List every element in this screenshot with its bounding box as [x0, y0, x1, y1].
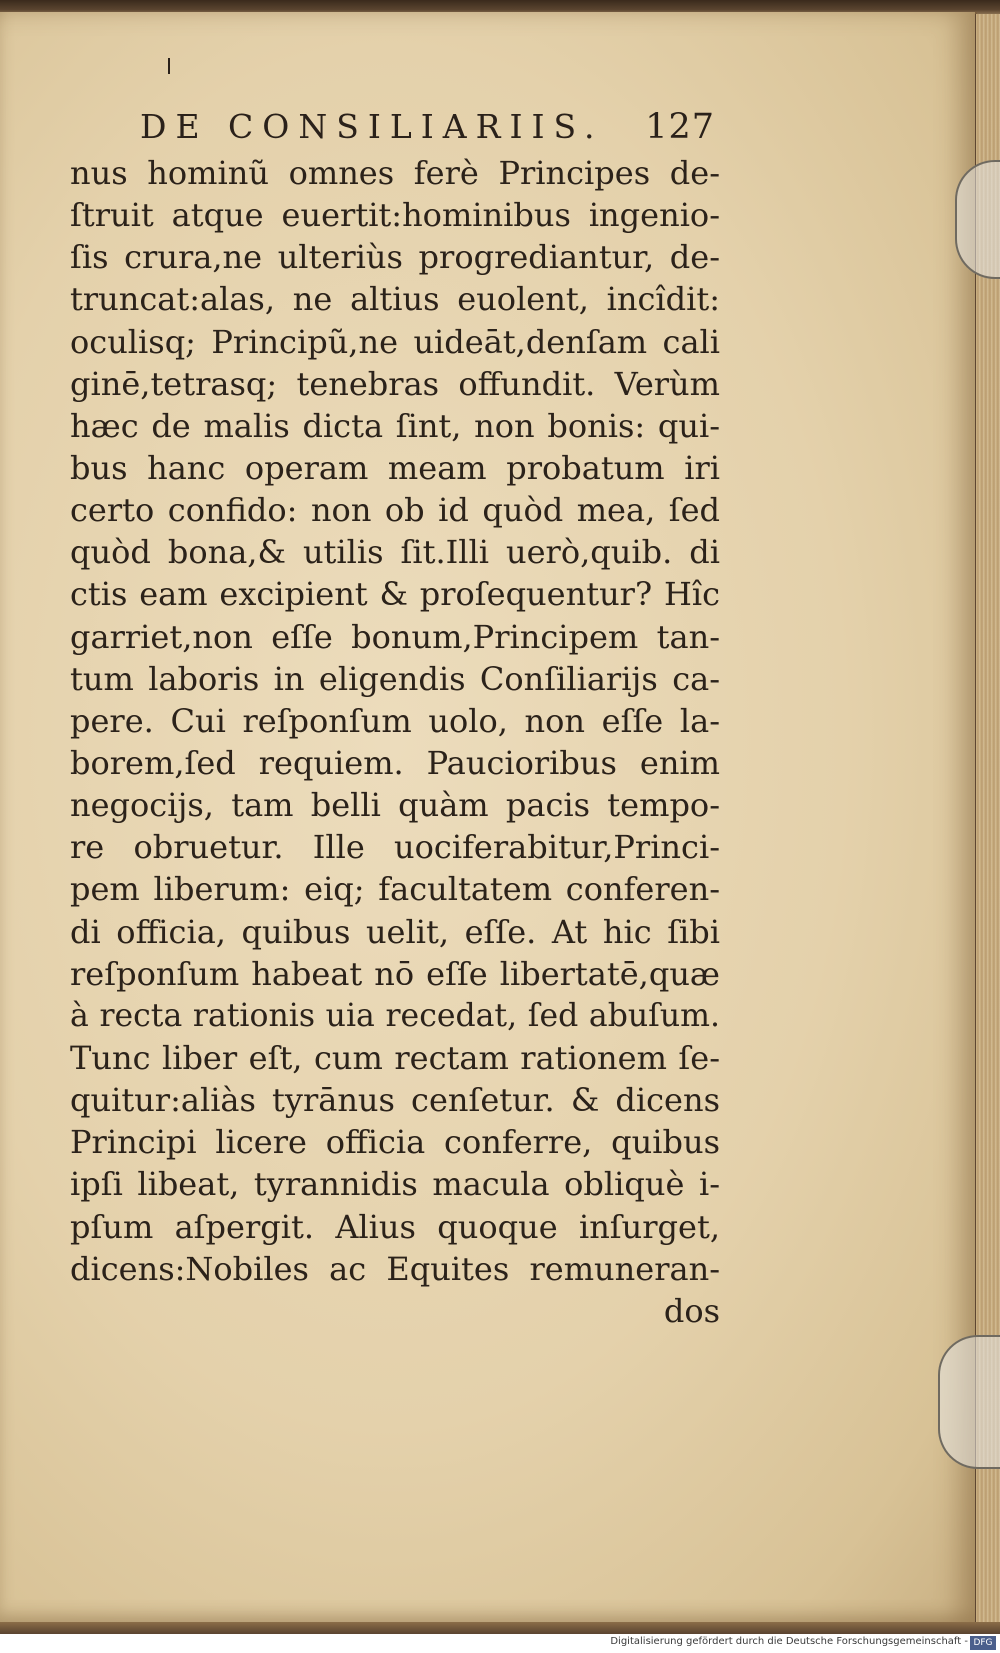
text-line: reſponſum habeat nō eſſe libertatē,quæ [70, 954, 720, 993]
ink-mark [168, 58, 170, 74]
text-line: pem liberum: eiq; facultatem conferen- [70, 870, 720, 909]
text-line: pſum aſpergit. Alius quoque inſurget, [70, 1207, 720, 1246]
text-line: ipſi libeat, tyrannidis macula obliquè i- [70, 1165, 720, 1204]
text-line: di officia, quibus uelit, eſſe. At hic ſibi [70, 912, 720, 951]
text-line: Tunc liber eſt, cum rectam rationem ſe- [70, 1038, 720, 1077]
body-text [70, 152, 720, 1332]
running-head: DE CONSILIARIIS. [140, 107, 604, 146]
text-line: tum laboris in eligendis Conſiliarijs ca- [70, 659, 720, 698]
text-line: borem,ſed requiem. Paucioribus enim [70, 743, 720, 782]
footer-bar [0, 1634, 1000, 1653]
dfg-logo: DFG [970, 1636, 996, 1650]
clasp-bottom [938, 1335, 1000, 1469]
text-line: hæc de malis dicta ſint, non bonis: qui- [70, 406, 720, 445]
digitization-credit: Digitalisierung gefördert durch die Deutsche Forschungsgemeinschaft - [610, 1636, 968, 1647]
text-line: nus hominũ omnes ferè Principes de- [70, 154, 720, 192]
clasp-top [955, 160, 1000, 279]
text-line: Principi licere officia conferre, quibus [70, 1123, 720, 1162]
text-line: certo confido: non ob id quòd mea, ſed [70, 491, 720, 530]
text-line: ginē,tetrasq; tenebras offundit. Verùm [70, 364, 720, 403]
text-line: à recta rationis uia recedat, ſed abuſum. [70, 997, 720, 1034]
text-line: ſtruit atque euertit:hominibus ingenio- [70, 196, 720, 235]
book-bottom-edge [0, 1622, 1000, 1634]
text-line: oculisq; Principũ,ne uideāt,denſam cali [70, 322, 720, 361]
text-line: negocijs, tam belli quàm pacis tempo- [70, 786, 720, 825]
text-line: truncat:alas, ne altius euolent, incîdit: [70, 280, 720, 319]
text-line: bus hanc operam meam probatum iri [70, 448, 720, 487]
text-line: quitur:aliàs tyrānus cenſetur. & dicens [70, 1081, 720, 1120]
catchword: dos [663, 1291, 720, 1330]
text-line: re obruetur. Ille uociferabitur,Princi- [70, 828, 720, 867]
text-line: garriet,non eſſe bonum,Principem tan- [70, 617, 720, 656]
text-line: pere. Cui reſponſum uolo, non eſſe la- [70, 701, 720, 740]
text-line: ſis crura,ne ulteriùs progrediantur, de- [70, 238, 720, 277]
page-header [140, 107, 715, 155]
text-line: dicens:Nobiles ac Equites remuneran- [70, 1249, 720, 1288]
text-line: ctis eam excipient & proſequentur? Hîc [70, 575, 720, 614]
page-number: 127 [645, 107, 715, 147]
text-line: quòd bona,& utilis ſit.Illi uerò,quib. di [70, 533, 720, 572]
